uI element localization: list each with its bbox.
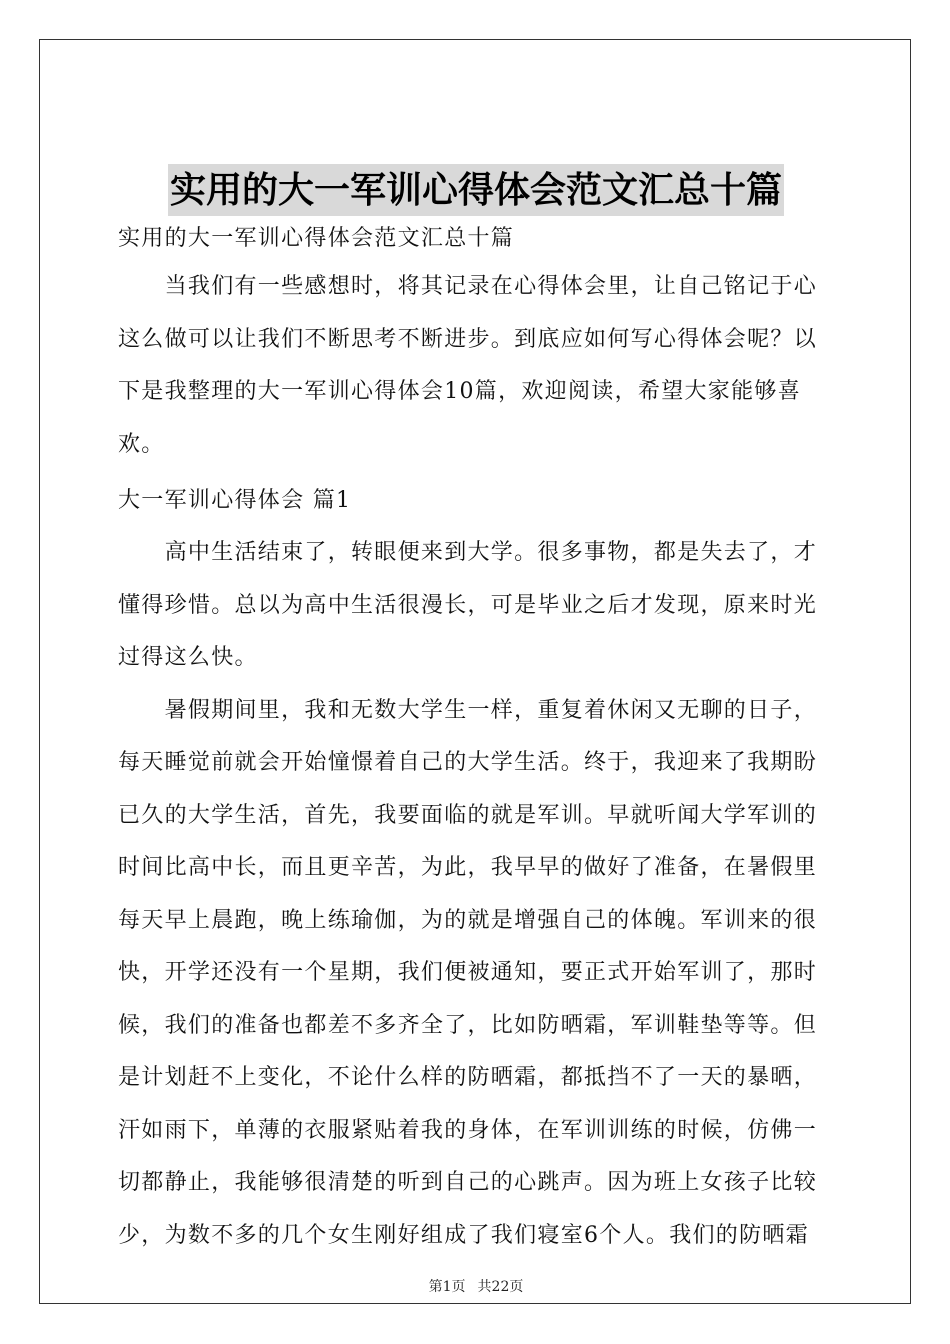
page-footer: [40, 1276, 912, 1296]
text-line: 懂得珍惜。总以为高中生活很漫长，可是毕业之后才发现，原来时光: [118, 592, 818, 618]
document-title: 实用的大一军训心得体会范文汇总十篇: [168, 164, 784, 216]
text-line: 每天睡觉前就会开始憧憬着自己的大学生活。终于，我迎来了我期盼: [118, 750, 818, 775]
text-line: 过得这么快。: [118, 645, 258, 670]
document-page: [39, 39, 911, 1304]
document-subtitle: 实用的大一军训心得体会范文汇总十篇: [118, 226, 515, 251]
text-line: 少，为数不多的几个女生刚好组成了我们寝室6个人。我们的防晒霜: [118, 1222, 809, 1248]
text-line: 时间比高中长，而且更辛苦，为此，我早早的做好了准备，在暑假里: [118, 855, 818, 880]
intro-paragraph: [118, 261, 836, 471]
text-line: 候，我们的准备也都差不多齐全了，比如防晒霜，军训鞋垫等等。但: [118, 1012, 818, 1038]
text-line: 是计划赶不上变化，不论什么样的防晒霜，都抵挡不了一天的暴晒，: [118, 1065, 818, 1090]
title-container: [40, 164, 912, 216]
text-line: 欢。: [118, 431, 165, 457]
text-line: 当我们有一些感想时，将其记录在心得体会里，让自己铭记于心: [118, 274, 818, 299]
text-line: 已久的大学生活，首先，我要面临的就是军训。早就听闻大学军训的: [118, 802, 818, 828]
text-line: 这么做可以让我们不断思考不断进步。到底应如何写心得体会呢？以: [118, 326, 818, 352]
paragraph-2: [118, 685, 836, 1263]
paragraph-1: [118, 527, 836, 685]
text-line: 暑假期间里，我和无数大学生一样，重复着休闲又无聊的日子，: [118, 697, 818, 723]
text-line: 每天早上晨跑，晚上练瑜伽，为的就是增强自己的体魄。军训来的很: [118, 907, 818, 933]
text-line: 切都静止，我能够很清楚的听到自己的心跳声。因为班上女孩子比较: [118, 1170, 818, 1195]
text-line: 快，开学还没有一个星期，我们便被通知，要正式开始军训了，那时: [118, 960, 818, 985]
page-total: 共22页: [477, 1279, 524, 1295]
text-line: 高中生活结束了，转眼便来到大学。很多事物，都是失去了，才: [118, 540, 818, 565]
text-line: 汗如雨下，单薄的衣服紧贴着我的身体，在军训训练的时候，仿佛一: [118, 1117, 818, 1143]
document-body: [118, 217, 836, 1262]
page-number: 第1页: [428, 1279, 466, 1295]
section-heading: 大一军训心得体会 篇1: [118, 488, 352, 513]
text-line: 下是我整理的大一军训心得体会10篇，欢迎阅读，希望大家能够喜: [118, 379, 801, 404]
